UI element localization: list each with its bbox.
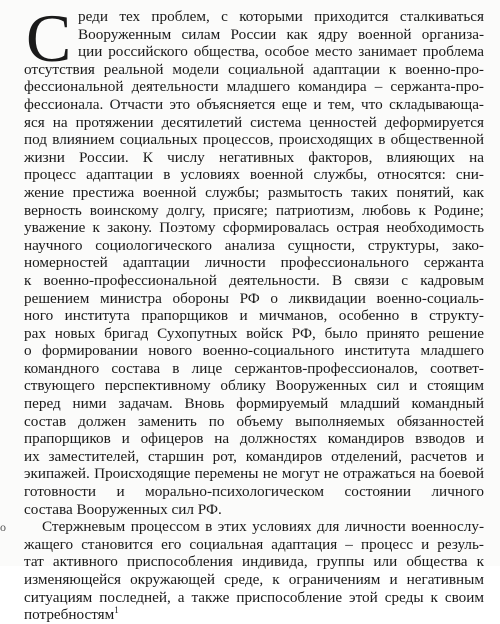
text-line: процесс адаптации в условиях военной службы, относятся: сни- <box>24 166 484 184</box>
paragraph-1-lines <box>24 0 484 518</box>
text-line: отсутствия реальной модели социальной адаптации к военно-про- <box>24 60 484 78</box>
text-line <box>24 518 484 536</box>
drop-cap: С <box>26 0 72 76</box>
text-line: верность воинскому долгу, присяге; патриотизм, любовь к Родине; <box>24 201 484 219</box>
text-line: состава Вооруженных сил РФ. <box>24 500 222 518</box>
margin-mark: о <box>0 520 6 534</box>
text-line <box>24 536 484 554</box>
text-line: фессиональной деятельности младшего командира – сержанта-про- <box>24 78 484 96</box>
text-line: к военно-профессиональной деятельности. В связи с кадровым <box>24 271 484 289</box>
text-line-content: тат активного приспособления индивида, группы или общества к <box>24 553 484 571</box>
text-line-content: жащего становится его социальная адаптация – процесс и резуль- <box>24 535 484 553</box>
text-line: реди тех проблем, с которыми приходится сталкиваться <box>78 8 484 25</box>
paragraph-2 <box>24 518 484 624</box>
text-line-content: изменяющейся окружающей среде, к ограничениям и негативным <box>24 571 484 588</box>
text-line: номерностей адаптации личности профессионального сержанта <box>24 254 484 272</box>
text-line: жизни России. К числу негативных факторов, влияющих на <box>24 148 484 166</box>
text-line: Вооруженным силам России как ядру военной организа- <box>78 25 484 43</box>
text-line: их заместителей, старшин рот, командиров отделений, расчетов и <box>24 447 484 465</box>
text-line: жение престижа военной службы; размытость таких понятий, как <box>24 183 484 201</box>
text-line: командного состава в лице сержантов-профессионалов, соответ- <box>24 359 484 377</box>
text-line <box>24 589 484 607</box>
text-line: фессионала. Отчасти это объясняется еще и тем, что складывающа- <box>24 95 484 113</box>
text-line: решением министра обороны РФ о ликвидации военно-социаль- <box>24 289 484 307</box>
paragraph-1 <box>24 0 484 518</box>
text-line: готовности и морально-психологическом состоянии личного <box>24 483 484 501</box>
text-line: состав должен заменить по объему выполняемых обязанностей <box>24 412 484 430</box>
text-line: ции российского общества, особое место занимает проблема <box>78 43 484 61</box>
text-line: яся на протяжении десятилетий система ценностей деформируется <box>24 113 484 131</box>
text-line: экипажей. Происходящие перемены не могут не отражаться на боевой <box>24 465 484 483</box>
text-line <box>24 553 484 571</box>
text-line-content: потребностям <box>24 606 115 624</box>
text-line: прапорщиков и офицеров на должностях командиров взводов и <box>24 430 484 448</box>
text-line-content: Стержневым процессом в этих условиях для личности военнослу- <box>42 518 484 536</box>
body-text <box>24 0 484 624</box>
text-line: научного социологического анализа сущности, структуры, зако- <box>24 236 484 254</box>
text-line <box>24 571 484 589</box>
text-line: уважение к закону. Поэтому сформировалась острая необходимость <box>24 219 484 237</box>
text-line: ного института прапорщиков и мичманов, особенно в структу- <box>24 307 484 325</box>
text-line: о формировании нового военно-социального института младшего <box>24 342 484 360</box>
text-line: рах новых бригад Сухопутных войск РФ, было принято решение <box>24 324 484 342</box>
text-line: под влиянием социальных процессов, происходящих в общественной <box>24 131 484 149</box>
text-line: ствующего перспективному облику Вооруженных сил и стоящим <box>24 377 484 395</box>
text-line <box>24 606 484 624</box>
footnote-marker: 1 <box>114 605 119 616</box>
text-line-content: ситуациям последней, а также приспособление этой среды к своим <box>24 588 484 606</box>
text-line: перед ними задачам. Вновь формируемый младший командный <box>24 395 484 413</box>
